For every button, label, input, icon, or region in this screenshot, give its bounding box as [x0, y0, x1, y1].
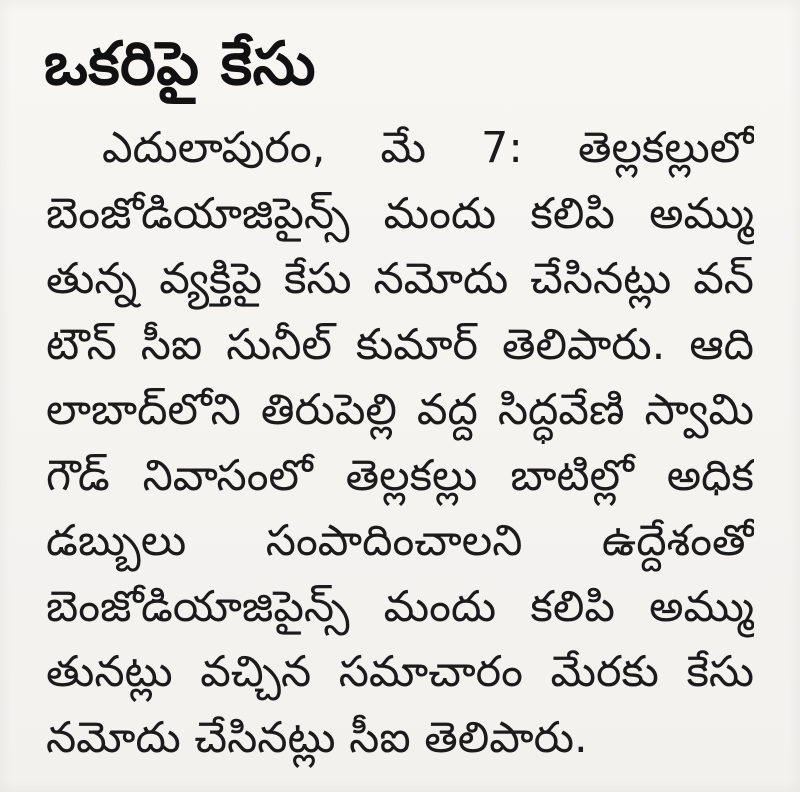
- article-line-4: టౌన్ సీఐ సునీల్ కుమార్ తెలిపారు. ఆది: [46, 319, 754, 370]
- article-line-9: తునట్లు వచ్చిన సమాచారం మేరకు కేసు: [46, 647, 754, 697]
- article-line-5: లాబాద్‌లోని తిరుపెల్లి వద్ద సిద్ధవేణి స్వామి: [46, 385, 754, 435]
- article-line-2: బెంజోడియాజిపైన్స్ మందు కలిపి అమ్ము: [46, 188, 754, 239]
- article-line-3: తున్న వ్యక్తిపై కేసు నమోదు చేసినట్లు వన్: [46, 254, 754, 304]
- article-body: [46, 116, 754, 771]
- article-headline: ఒకరిపై కేసు: [44, 29, 317, 99]
- article-line-10: నమోదు చేసినట్లు సీఐ తెలిపారు.: [46, 712, 588, 763]
- article-line-6: గౌడ్ నివాసంలో తెల్లకల్లు బాటిల్లో అధిక: [46, 450, 754, 501]
- article-line-8: బెంజోడియాజిపైన్స్ మందు కలిపి అమ్ము: [46, 581, 754, 632]
- article-line-1: ఎదులాపురం, మే 7: తెల్లకల్లులో: [102, 123, 754, 173]
- article-line-7: డబ్బులు సంపాదించాలని ఉద్దేశంతో: [46, 516, 754, 566]
